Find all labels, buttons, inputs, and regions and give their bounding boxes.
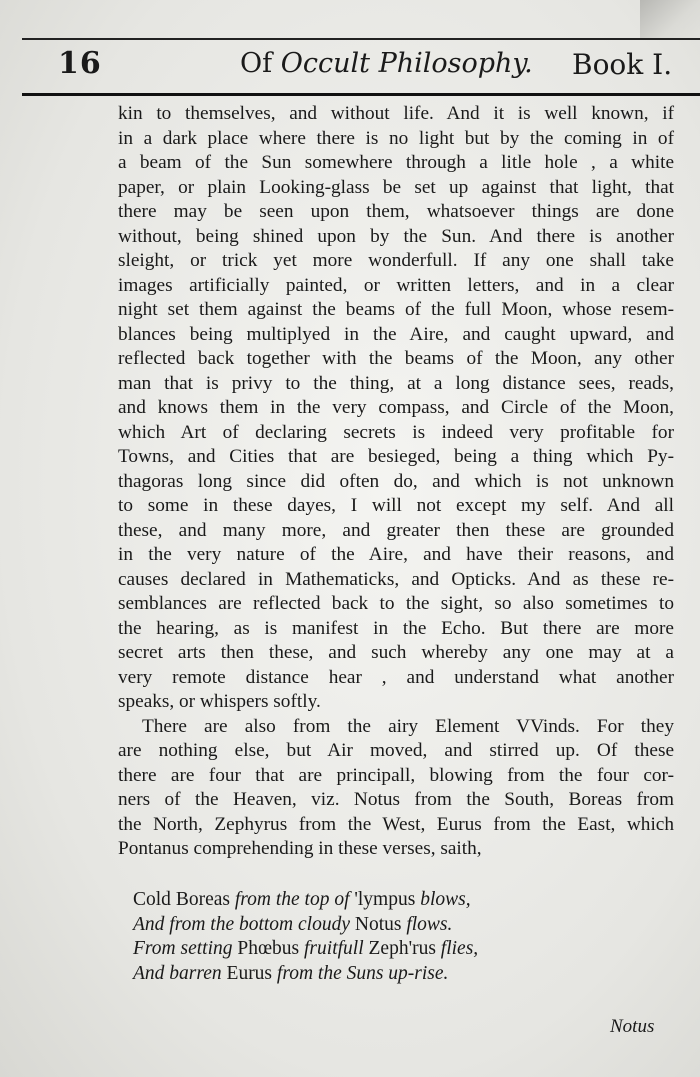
text-line: sleight, or trick yet more wonderfull. If any one shall take — [118, 250, 674, 271]
text-line: in a dark place where there is no light but by the coming in of — [118, 127, 674, 149]
text-line: reflected back together with the beams of the Moon, any other — [118, 348, 674, 369]
text-line: ners of the Heaven, viz. Notus from the South, Boreas from — [118, 789, 674, 810]
text-line: speaks, or whispers softly. — [118, 691, 321, 712]
text-line: and knows them in the very compass, and Circle of the Moon, — [118, 397, 674, 418]
text-line: paper, or plain Looking-glass be set up against that light, that — [118, 176, 674, 198]
text-line: Pontanus comprehending in these verses, saith, — [118, 838, 482, 859]
text-line: images artificially painted, or written letters, and in a clear — [118, 274, 674, 296]
book-label: Book I. — [572, 48, 673, 81]
text-line: blances being multiplyed in the Aire, and caught upward, and — [118, 323, 674, 345]
running-title — [240, 48, 533, 79]
text-line: to some in these dayes, I will not except my self. And all — [118, 495, 674, 516]
text-line: a beam of the Sun somewhere through a litle hole , a white — [118, 152, 674, 173]
text-line: semblances are reflected back to the sight, so also sometimes to — [118, 593, 674, 614]
text-line: in the very nature of the Aire, and have their reasons, and — [118, 544, 674, 565]
text-line: night set them against the beams of the full Moon, whose resem- — [118, 299, 674, 320]
text-line: very remote distance hear , and understand what another — [118, 666, 674, 688]
title-roman: Of — [240, 48, 273, 79]
text-line: Towns, and Cities that are besieged, being a thing which Py- — [118, 446, 674, 467]
verse-line: From setting Phœbus fruitfull Zeph'rus flies, — [133, 938, 479, 959]
text-line: man that is privy to the thing, at a long distance sees, reads, — [118, 372, 674, 394]
text-line: thagoras long since did often do, and which is not unknown — [118, 470, 674, 492]
verse-line: And barren Eurus from the Suns up-rise. — [133, 962, 449, 984]
header-rule-bottom — [22, 93, 700, 96]
text-line: the hearing, as is manifest in the Echo. But there are more — [118, 617, 674, 639]
text-line: the North, Zephyrus from the West, Eurus from the East, which — [118, 813, 674, 835]
catchword: Notus — [610, 1016, 655, 1037]
text-line: these, and many more, and greater then these are grounded — [118, 519, 674, 541]
text-line: without, being shined upon by the Sun. And there is another — [118, 225, 674, 247]
page-number: 16 — [58, 46, 102, 81]
text-line: kin to themselves, and without life. And it is well known, if — [118, 103, 674, 124]
header-rule-top — [22, 38, 700, 40]
page-corner-stain — [640, 0, 700, 40]
verse-line: Cold Boreas from the top of 'lympus blows, — [133, 889, 471, 910]
text-line: causes declared in Mathematicks, and Opticks. And as these re- — [118, 568, 674, 590]
running-header — [0, 44, 700, 90]
text-line: there are four that are principall, blowing from the four cor- — [118, 764, 674, 786]
text-line: are nothing else, but Air moved, and stirred up. Of these — [118, 740, 674, 761]
body-text — [118, 102, 674, 862]
verse-block — [133, 888, 553, 986]
text-line: There are also from the airy Element VVinds. For they — [142, 715, 674, 737]
text-line: there may be seen upon them, whatsoever things are done — [118, 201, 674, 222]
text-line: which Art of declaring secrets is indeed very profitable for — [118, 421, 674, 443]
verse-line: And from the bottom cloudy Notus flows. — [133, 913, 453, 935]
text-line: secret arts then these, and such whereby any one may at a — [118, 642, 674, 663]
title-italic: Occult Philosophy. — [280, 48, 533, 79]
